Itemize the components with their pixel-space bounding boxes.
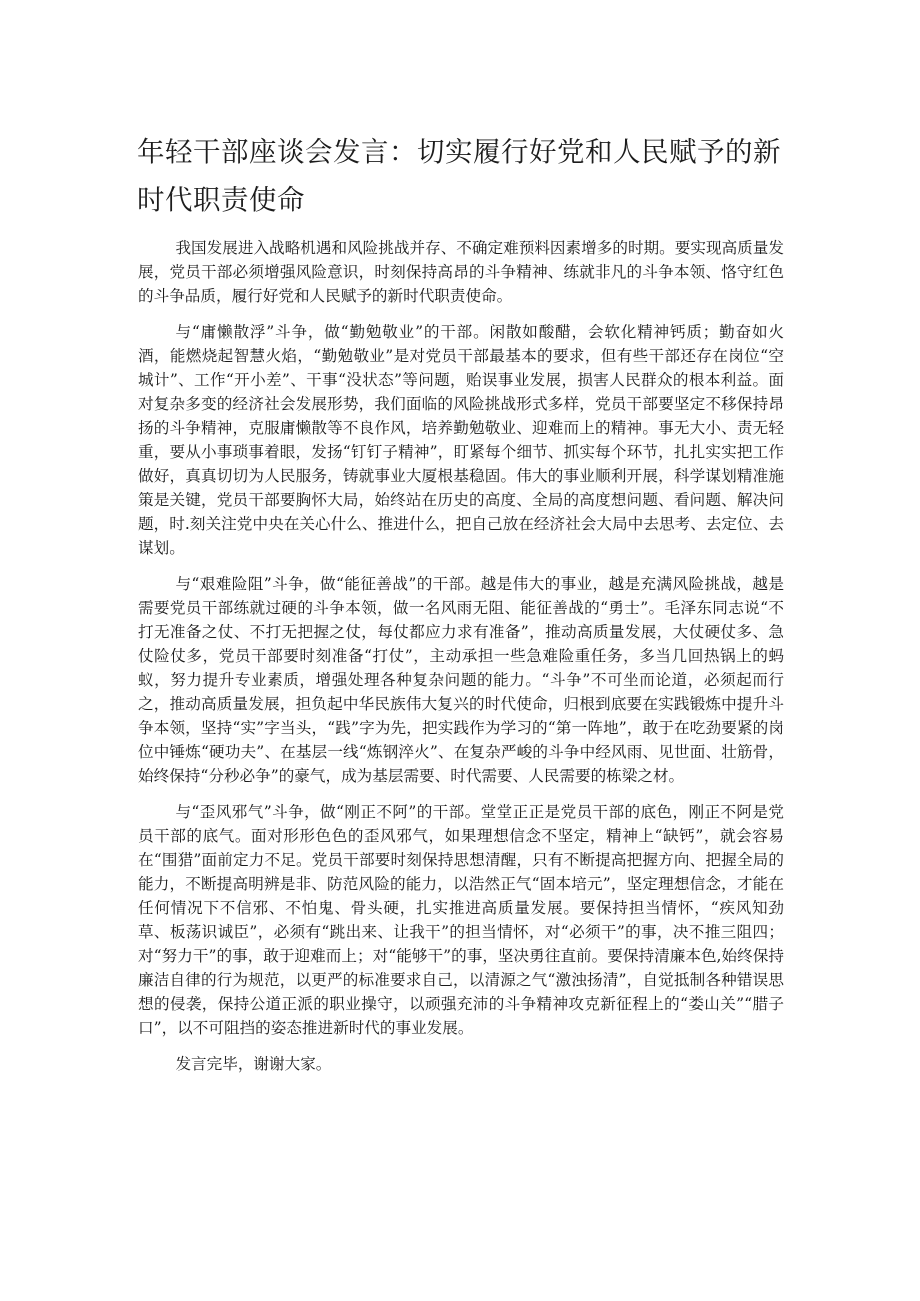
paragraph-hardship: 与“艰难险阻”斗争，做“能征善战”的干部。越是伟大的事业，越是充满风险挑战，越是需要党员干部练就过硬的斗争本领，做一名风雨无阻、能征善战的“勇士”。毛泽东同志说“不打无准备之仗、不打无把握之仗，每仗都应力求有准备”，推动高质量发展，大仗硬仗多、急仗险仗多，党员干部要时刻准备“打仗”，主动承担一些急难险重任务，多当几回热锅上的蚂蚁，努力提升专业素质，增强处理各种复杂问题的能力。“斗争”不可坐而论道，必须起而行之，推动高质量发展，担负起中华民族伟大复兴的时代使命，归根到底要在实践锻炼中提升斗争本领，坚持“实”字当头，“践”字为先，把实践作为学习的“第一阵地”，敢于在吃劲要紧的岗位中锤炼“硬功夫”、在基层一线“炼钢淬火”、在复杂严峻的斗争中经风雨、见世面、壮筋骨，始终保持“分秒必争”的豪气，成为基层需要、时代需要、人民需要的栋梁之材。 [138,575,784,785]
document-title: 年轻干部座谈会发言：切实履行好党和人民赋予的新时代职责使命 [137,136,781,216]
document-body [138,236,784,1076]
paragraph-closing: 发言完毕，谢谢大家。 [175,1055,332,1073]
paragraph-diligence: 与“庸懒散浮”斗争，做“勤勉敬业”的干部。闲散如酸醋，会软化精神钙质；勤奋如火酒，能燃烧起智慧火焰，“勤勉敬业”是对党员干部最基本的要求，但有些干部还存在岗位“空城计”、工作“开小差”、干事“没状态”等问题，贻误事业发展，损害人民群众的根本利益。面对复杂多变的经济社会发展形势，我们面临的风险挑战形式多样，党员干部要坚定不移保持昂扬的斗争精神，克服庸懒散等不良作风，培养勤勉敬业、迎难而上的精神。事无大小、责无轻重，要从小事琐事着眼，发扬“钉钉子精神”，盯紧每个细节、抓实每个环节，扎扎实实把工作做好，真真切切为人民服务，铸就事业大厦根基稳固。伟大的事业顺利开展，科学谋划精准施策是关键，党员干部要胸怀大局，始终站在历史的高度、全局的高度想问题、看问题、解决问题，时.刻关注党中央在关心什么、推进什么，把自己放在经济社会大局中去思考、去定位、去谋划。 [138,323,784,557]
paragraph-integrity: 与“歪风邪气”斗争，做“刚正不阿”的干部。堂堂正正是党员干部的底色，刚正不阿是党员干部的底气。面对形形色色的歪风邪气，如果理想信念不坚定，精神上“缺钙”，就会容易在“围猎”面前定力不足。党员干部要时刻保持思想清醒，只有不断提高把握方向、把握全局的能力，不断提高明辨是非、防范风险的能力，以浩然正气“固本培元”，坚定理想信念，才能在任何情况下不信邪、不怕鬼、骨头硬，扎实推进高质量发展。要保持担当情怀，“疾风知劲草、板荡识诚臣”，必须有“跳出来、让我干”的担当情怀，对“必须干”的事，决不推三阻四；对“努力干”的事，敢于迎难而上；对“能够干”的事，坚决勇往直前。要保持清廉本色,始终保持廉洁自律的行为规范，以更严的标准要求自己，以清源之气“激浊扬清”，自觉抵制各种错误思想的侵袭，保持公道正派的职业操守，以顽强充沛的斗争精神攻克新征程上的“娄山关”“腊子口”，以不可阻挡的姿态推进新时代的事业发展。 [138,803,784,1037]
paragraph-intro: 我国发展进入战略机遇和风险挑战并存、不确定难预料因素增多的时期。要实现高质量发展，党员干部必须增强风险意识，时刻保持高昂的斗争精神、练就非凡的斗争本领、恪守红色的斗争品质，履行好党和人民赋予的新时代职责使命。 [138,239,784,305]
